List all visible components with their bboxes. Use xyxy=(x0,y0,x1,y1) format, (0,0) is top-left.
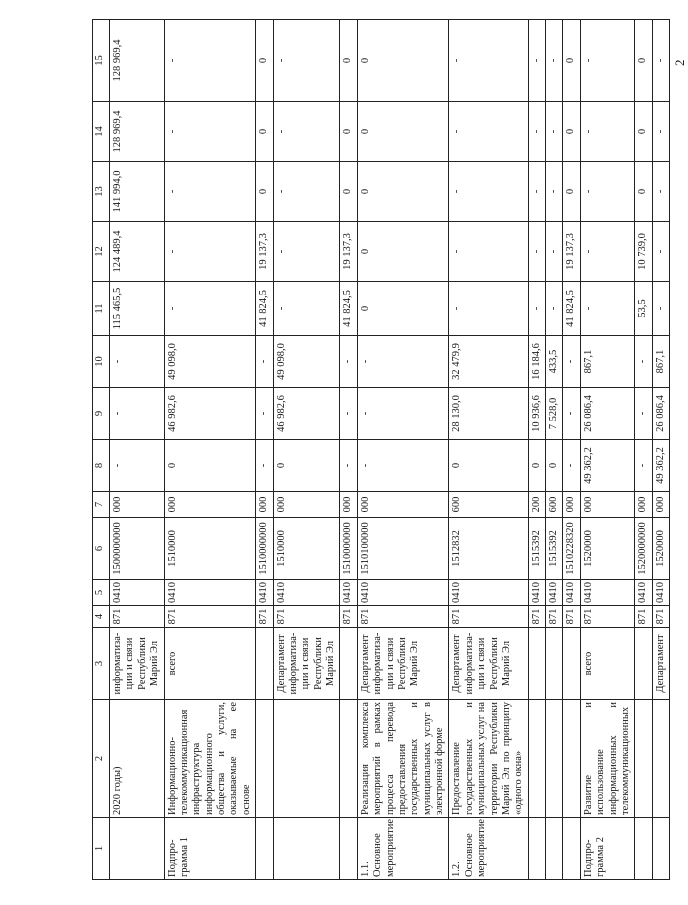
table-cell-col-4: 871 xyxy=(164,606,256,628)
table-cell-col-12: 19 137,3 xyxy=(256,222,273,282)
table-cell-col-9: - xyxy=(340,388,357,440)
column-number-10: 10 xyxy=(93,336,110,388)
table-cell-col-6: 1515392 xyxy=(546,518,563,580)
table-cell-col-7: 000 xyxy=(273,492,340,518)
table-cell-col-7: 200 xyxy=(528,492,545,518)
table-cell-col-3: всего xyxy=(164,628,256,700)
table-cell-col-3 xyxy=(528,628,545,700)
table-cell-col-14: - xyxy=(528,102,545,162)
table-cell-col-12: - xyxy=(273,222,340,282)
table-cell-col-14: 128 969,4 xyxy=(110,102,165,162)
table-cell-col-7: 000 xyxy=(357,492,449,518)
table-cell-col-9: 26 086,4 xyxy=(652,388,669,440)
table-cell-col-11: - xyxy=(273,282,340,336)
table-cell-col-5: 0410 xyxy=(528,580,545,606)
table-cell-col-10: - xyxy=(256,336,273,388)
table-cell-col-13: 0 xyxy=(357,162,449,222)
table-cell-col-14: - xyxy=(652,102,669,162)
column-number-15: 15 xyxy=(93,20,110,102)
table-cell-col-13: 0 xyxy=(563,162,580,222)
table-cell-col-10: 16 184,6 xyxy=(528,336,545,388)
table-cell-col-4: 871 xyxy=(449,606,528,628)
table-cell-col-7: 000 xyxy=(580,492,635,518)
table-cell-col-8: 0 xyxy=(528,440,545,492)
table-cell-col-3: информатиза-ции и связи Республики Марий Эл xyxy=(110,628,165,700)
table-cell-col-9: 7 528,0 xyxy=(546,388,563,440)
table-cell-col-6: 1510228320 xyxy=(563,518,580,580)
table-cell-col-1 xyxy=(652,818,669,880)
table-cell-col-13: - xyxy=(528,162,545,222)
table-cell-col-6: 1510000000 xyxy=(340,518,357,580)
table-cell-col-4: 871 xyxy=(580,606,635,628)
table-cell-col-6: 1510000 xyxy=(164,518,256,580)
table-cell-col-5: 0410 xyxy=(563,580,580,606)
table-cell-col-13: 0 xyxy=(635,162,652,222)
table-cell-col-11: - xyxy=(528,282,545,336)
table-cell-col-10: 32 479,9 xyxy=(449,336,528,388)
table-cell-col-4: 871 xyxy=(340,606,357,628)
table-cell-col-12: 124 489,4 xyxy=(110,222,165,282)
table-cell-col-4: 871 xyxy=(652,606,669,628)
table-cell-col-15: 0 xyxy=(340,20,357,102)
table-cell-col-14: 0 xyxy=(357,102,449,162)
table-cell-col-1: Подпро-грамма 1 xyxy=(164,818,256,880)
column-number-5: 5 xyxy=(93,580,110,606)
table-cell-col-7: 000 xyxy=(340,492,357,518)
table-cell-col-10: - xyxy=(110,336,165,388)
table-cell-col-5: 0410 xyxy=(357,580,449,606)
column-number-14: 14 xyxy=(93,102,110,162)
table-cell-col-9: 10 936,6 xyxy=(528,388,545,440)
table-cell-col-4: 871 xyxy=(357,606,449,628)
table-cell-col-14: 0 xyxy=(635,102,652,162)
table-cell-col-15: - xyxy=(546,20,563,102)
table-cell-col-6: 1515392 xyxy=(528,518,545,580)
table-row xyxy=(273,20,340,880)
table-cell-col-8: 49 362,2 xyxy=(580,440,635,492)
table-cell-col-5: 0410 xyxy=(652,580,669,606)
table-cell-col-2 xyxy=(635,700,652,818)
table-cell-col-6: 1510000 xyxy=(273,518,340,580)
table-cell-col-3 xyxy=(546,628,563,700)
table-row xyxy=(110,20,165,880)
table-cell-col-13: 0 xyxy=(340,162,357,222)
table-cell-col-1 xyxy=(546,818,563,880)
table-cell-col-12: - xyxy=(580,222,635,282)
table-cell-col-15: - xyxy=(273,20,340,102)
table-cell-col-8: - xyxy=(563,440,580,492)
table-cell-col-9: - xyxy=(357,388,449,440)
table-cell-col-11: 115 465,5 xyxy=(110,282,165,336)
table-cell-col-8: - xyxy=(357,440,449,492)
table-cell-col-9: - xyxy=(635,388,652,440)
table-cell-col-15: 0 xyxy=(563,20,580,102)
table-cell-col-3: Департамент информатиза-ции и связи Республики Марий Эл xyxy=(357,628,449,700)
table-cell-col-13: - xyxy=(546,162,563,222)
table-cell-col-11: 53,5 xyxy=(635,282,652,336)
table-cell-col-4: 871 xyxy=(528,606,545,628)
table-cell-col-12: 19 137,3 xyxy=(563,222,580,282)
table-row xyxy=(652,20,669,880)
table-cell-col-15: 0 xyxy=(357,20,449,102)
table-cell-col-6: 1500000000 xyxy=(110,518,165,580)
table-cell-col-2: 2020 годы) xyxy=(110,700,165,818)
budget-table xyxy=(92,19,670,880)
column-number-12: 12 xyxy=(93,222,110,282)
table-cell-col-10: - xyxy=(635,336,652,388)
table-cell-col-2 xyxy=(256,700,273,818)
table-cell-col-14: 0 xyxy=(256,102,273,162)
table-cell-col-3 xyxy=(340,628,357,700)
table-cell-col-12: - xyxy=(449,222,528,282)
column-number-4: 4 xyxy=(93,606,110,628)
table-cell-col-6: 1520000 xyxy=(580,518,635,580)
table-cell-col-5: 0410 xyxy=(449,580,528,606)
table-cell-col-2: Информационно-телекоммуникационная инфраструктура информационного общества и услуги, оказываемые на ее основе xyxy=(164,700,256,818)
rotated-table-container xyxy=(92,20,666,880)
table-cell-col-12: - xyxy=(652,222,669,282)
table-cell-col-14: - xyxy=(449,102,528,162)
table-cell-col-4: 871 xyxy=(563,606,580,628)
table-cell-col-14: - xyxy=(580,102,635,162)
table-cell-col-6: 1510100000 xyxy=(357,518,449,580)
table-body xyxy=(110,20,670,880)
table-cell-col-11: 41 824,5 xyxy=(340,282,357,336)
table-cell-col-12: - xyxy=(546,222,563,282)
table-cell-col-15: - xyxy=(652,20,669,102)
table-cell-col-10: 867,1 xyxy=(580,336,635,388)
table-cell-col-2: Развитие и использование информационных и телекоммуникационных xyxy=(580,700,635,818)
table-cell-col-1 xyxy=(635,818,652,880)
column-number-8: 8 xyxy=(93,440,110,492)
table-cell-col-5: 0410 xyxy=(340,580,357,606)
table-cell-col-5: 0410 xyxy=(635,580,652,606)
table-cell-col-9: - xyxy=(110,388,165,440)
table-cell-col-9: 46 982,6 xyxy=(164,388,256,440)
table-cell-col-12: 0 xyxy=(357,222,449,282)
table-cell-col-5: 0410 xyxy=(273,580,340,606)
table-cell-col-8: - xyxy=(340,440,357,492)
table-cell-col-11: 41 824,5 xyxy=(256,282,273,336)
table-cell-col-15: 0 xyxy=(256,20,273,102)
table-cell-col-4: 871 xyxy=(110,606,165,628)
table-cell-col-9: 46 982,6 xyxy=(273,388,340,440)
table-cell-col-6: 1520000 xyxy=(652,518,669,580)
column-number-6: 6 xyxy=(93,518,110,580)
table-cell-col-13: - xyxy=(164,162,256,222)
table-cell-col-12: 10 739,0 xyxy=(635,222,652,282)
table-cell-col-13: - xyxy=(449,162,528,222)
table-cell-col-15: 128 969,4 xyxy=(110,20,165,102)
column-number-row xyxy=(93,20,110,880)
table-row xyxy=(357,20,449,880)
table-cell-col-7: 000 xyxy=(652,492,669,518)
table-cell-col-4: 871 xyxy=(546,606,563,628)
table-cell-col-10: 433,5 xyxy=(546,336,563,388)
table-row xyxy=(164,20,256,880)
table-cell-col-10: 867,1 xyxy=(652,336,669,388)
table-cell-col-7: 000 xyxy=(256,492,273,518)
table-cell-col-12: - xyxy=(164,222,256,282)
table-cell-col-7: 000 xyxy=(563,492,580,518)
table-cell-col-7: 000 xyxy=(110,492,165,518)
table-cell-col-1 xyxy=(273,818,340,880)
table-cell-col-11: - xyxy=(164,282,256,336)
table-cell-col-3: Департамент xyxy=(652,628,669,700)
column-number-7: 7 xyxy=(93,492,110,518)
table-row xyxy=(580,20,635,880)
column-number-2: 2 xyxy=(93,700,110,818)
table-cell-col-1: Подпро-грамма 2 xyxy=(580,818,635,880)
table-cell-col-15: - xyxy=(528,20,545,102)
table-cell-col-14: - xyxy=(546,102,563,162)
table-cell-col-12: 19 137,3 xyxy=(340,222,357,282)
table-row xyxy=(449,20,528,880)
table-row xyxy=(256,20,273,880)
table-cell-col-4: 871 xyxy=(256,606,273,628)
table-cell-col-3 xyxy=(635,628,652,700)
table-cell-col-10: 49 098,0 xyxy=(273,336,340,388)
table-cell-col-7: 600 xyxy=(449,492,528,518)
table-cell-col-14: 0 xyxy=(563,102,580,162)
table-cell-col-5: 0410 xyxy=(256,580,273,606)
table-cell-col-11: - xyxy=(546,282,563,336)
table-cell-col-6: 1510000000 xyxy=(256,518,273,580)
column-number-9: 9 xyxy=(93,388,110,440)
table-cell-col-6: 1512832 xyxy=(449,518,528,580)
table-cell-col-7: 000 xyxy=(164,492,256,518)
table-cell-col-2 xyxy=(652,700,669,818)
table-cell-col-5: 0410 xyxy=(580,580,635,606)
table-cell-col-1 xyxy=(528,818,545,880)
table-cell-col-14: - xyxy=(164,102,256,162)
table-cell-col-13: 141 994,0 xyxy=(110,162,165,222)
table-cell-col-13: - xyxy=(273,162,340,222)
table-cell-col-4: 871 xyxy=(273,606,340,628)
column-number-13: 13 xyxy=(93,162,110,222)
column-number-1: 1 xyxy=(93,818,110,880)
table-cell-col-9: - xyxy=(256,388,273,440)
table-cell-col-3 xyxy=(256,628,273,700)
column-number-11: 11 xyxy=(93,282,110,336)
table-row xyxy=(546,20,563,880)
table-cell-col-4: 871 xyxy=(635,606,652,628)
table-cell-col-10: 49 098,0 xyxy=(164,336,256,388)
table-cell-col-8: 0 xyxy=(546,440,563,492)
table-cell-col-11: 41 824,5 xyxy=(563,282,580,336)
table-cell-col-11: 0 xyxy=(357,282,449,336)
table-cell-col-14: 0 xyxy=(340,102,357,162)
table-cell-col-1 xyxy=(256,818,273,880)
table-cell-col-3 xyxy=(563,628,580,700)
table-cell-col-9: 28 130,0 xyxy=(449,388,528,440)
table-cell-col-7: 000 xyxy=(635,492,652,518)
table-cell-col-7: 600 xyxy=(546,492,563,518)
table-cell-col-15: - xyxy=(164,20,256,102)
table-cell-col-2: Реализация комплекса мероприятий в рамках процесса перевода предоставления государственных и муниципальных услуг в электронной форме xyxy=(357,700,449,818)
table-cell-col-11: - xyxy=(580,282,635,336)
table-cell-col-5: 0410 xyxy=(546,580,563,606)
table-cell-col-8: - xyxy=(635,440,652,492)
table-cell-col-8: 0 xyxy=(273,440,340,492)
table-cell-col-9: 26 086,4 xyxy=(580,388,635,440)
table-cell-col-2 xyxy=(340,700,357,818)
table-cell-col-1: 1.1. Основное мероприятие xyxy=(357,818,449,880)
table-cell-col-2 xyxy=(546,700,563,818)
table-cell-col-15: 0 xyxy=(635,20,652,102)
table-cell-col-2: Предоставление государственных и муниципальных услуг на территории Республики Марий Эл по принципу «одного окна» xyxy=(449,700,528,818)
column-number-3: 3 xyxy=(93,628,110,700)
table-cell-col-13: - xyxy=(652,162,669,222)
table-cell-col-3: Департамент информатиза-ции и связи Республики Марий Эл xyxy=(273,628,340,700)
page-number: 2 xyxy=(672,59,687,66)
table-cell-col-13: 0 xyxy=(256,162,273,222)
table-cell-col-10: - xyxy=(563,336,580,388)
table-cell-col-10: - xyxy=(340,336,357,388)
table-cell-col-10: - xyxy=(357,336,449,388)
table-cell-col-2 xyxy=(273,700,340,818)
table-cell-col-14: - xyxy=(273,102,340,162)
table-cell-col-8: 49 362,2 xyxy=(652,440,669,492)
table-cell-col-5: 0410 xyxy=(110,580,165,606)
table-cell-col-2 xyxy=(528,700,545,818)
table-cell-col-5: 0410 xyxy=(164,580,256,606)
table-row xyxy=(635,20,652,880)
table-cell-col-1 xyxy=(340,818,357,880)
table-row xyxy=(563,20,580,880)
table-cell-col-2 xyxy=(563,700,580,818)
table-cell-col-8: - xyxy=(110,440,165,492)
table-cell-col-1: 1.2. Основное мероприятие xyxy=(449,818,528,880)
table-cell-col-1 xyxy=(563,818,580,880)
table-cell-col-15: - xyxy=(449,20,528,102)
table-cell-col-9: - xyxy=(563,388,580,440)
table-cell-col-8: 0 xyxy=(164,440,256,492)
table-cell-col-15: - xyxy=(580,20,635,102)
table-cell-col-6: 1520000000 xyxy=(635,518,652,580)
table-row xyxy=(528,20,545,880)
table-cell-col-8: 0 xyxy=(449,440,528,492)
table-cell-col-12: - xyxy=(528,222,545,282)
table-row xyxy=(340,20,357,880)
table-cell-col-8: - xyxy=(256,440,273,492)
table-cell-col-11: - xyxy=(652,282,669,336)
table-cell-col-13: - xyxy=(580,162,635,222)
table-cell-col-11: - xyxy=(449,282,528,336)
table-cell-col-3: Департамент информатиза-ции и связи Республики Марий Эл xyxy=(449,628,528,700)
table-cell-col-3: всего xyxy=(580,628,635,700)
table-cell-col-1 xyxy=(110,818,165,880)
